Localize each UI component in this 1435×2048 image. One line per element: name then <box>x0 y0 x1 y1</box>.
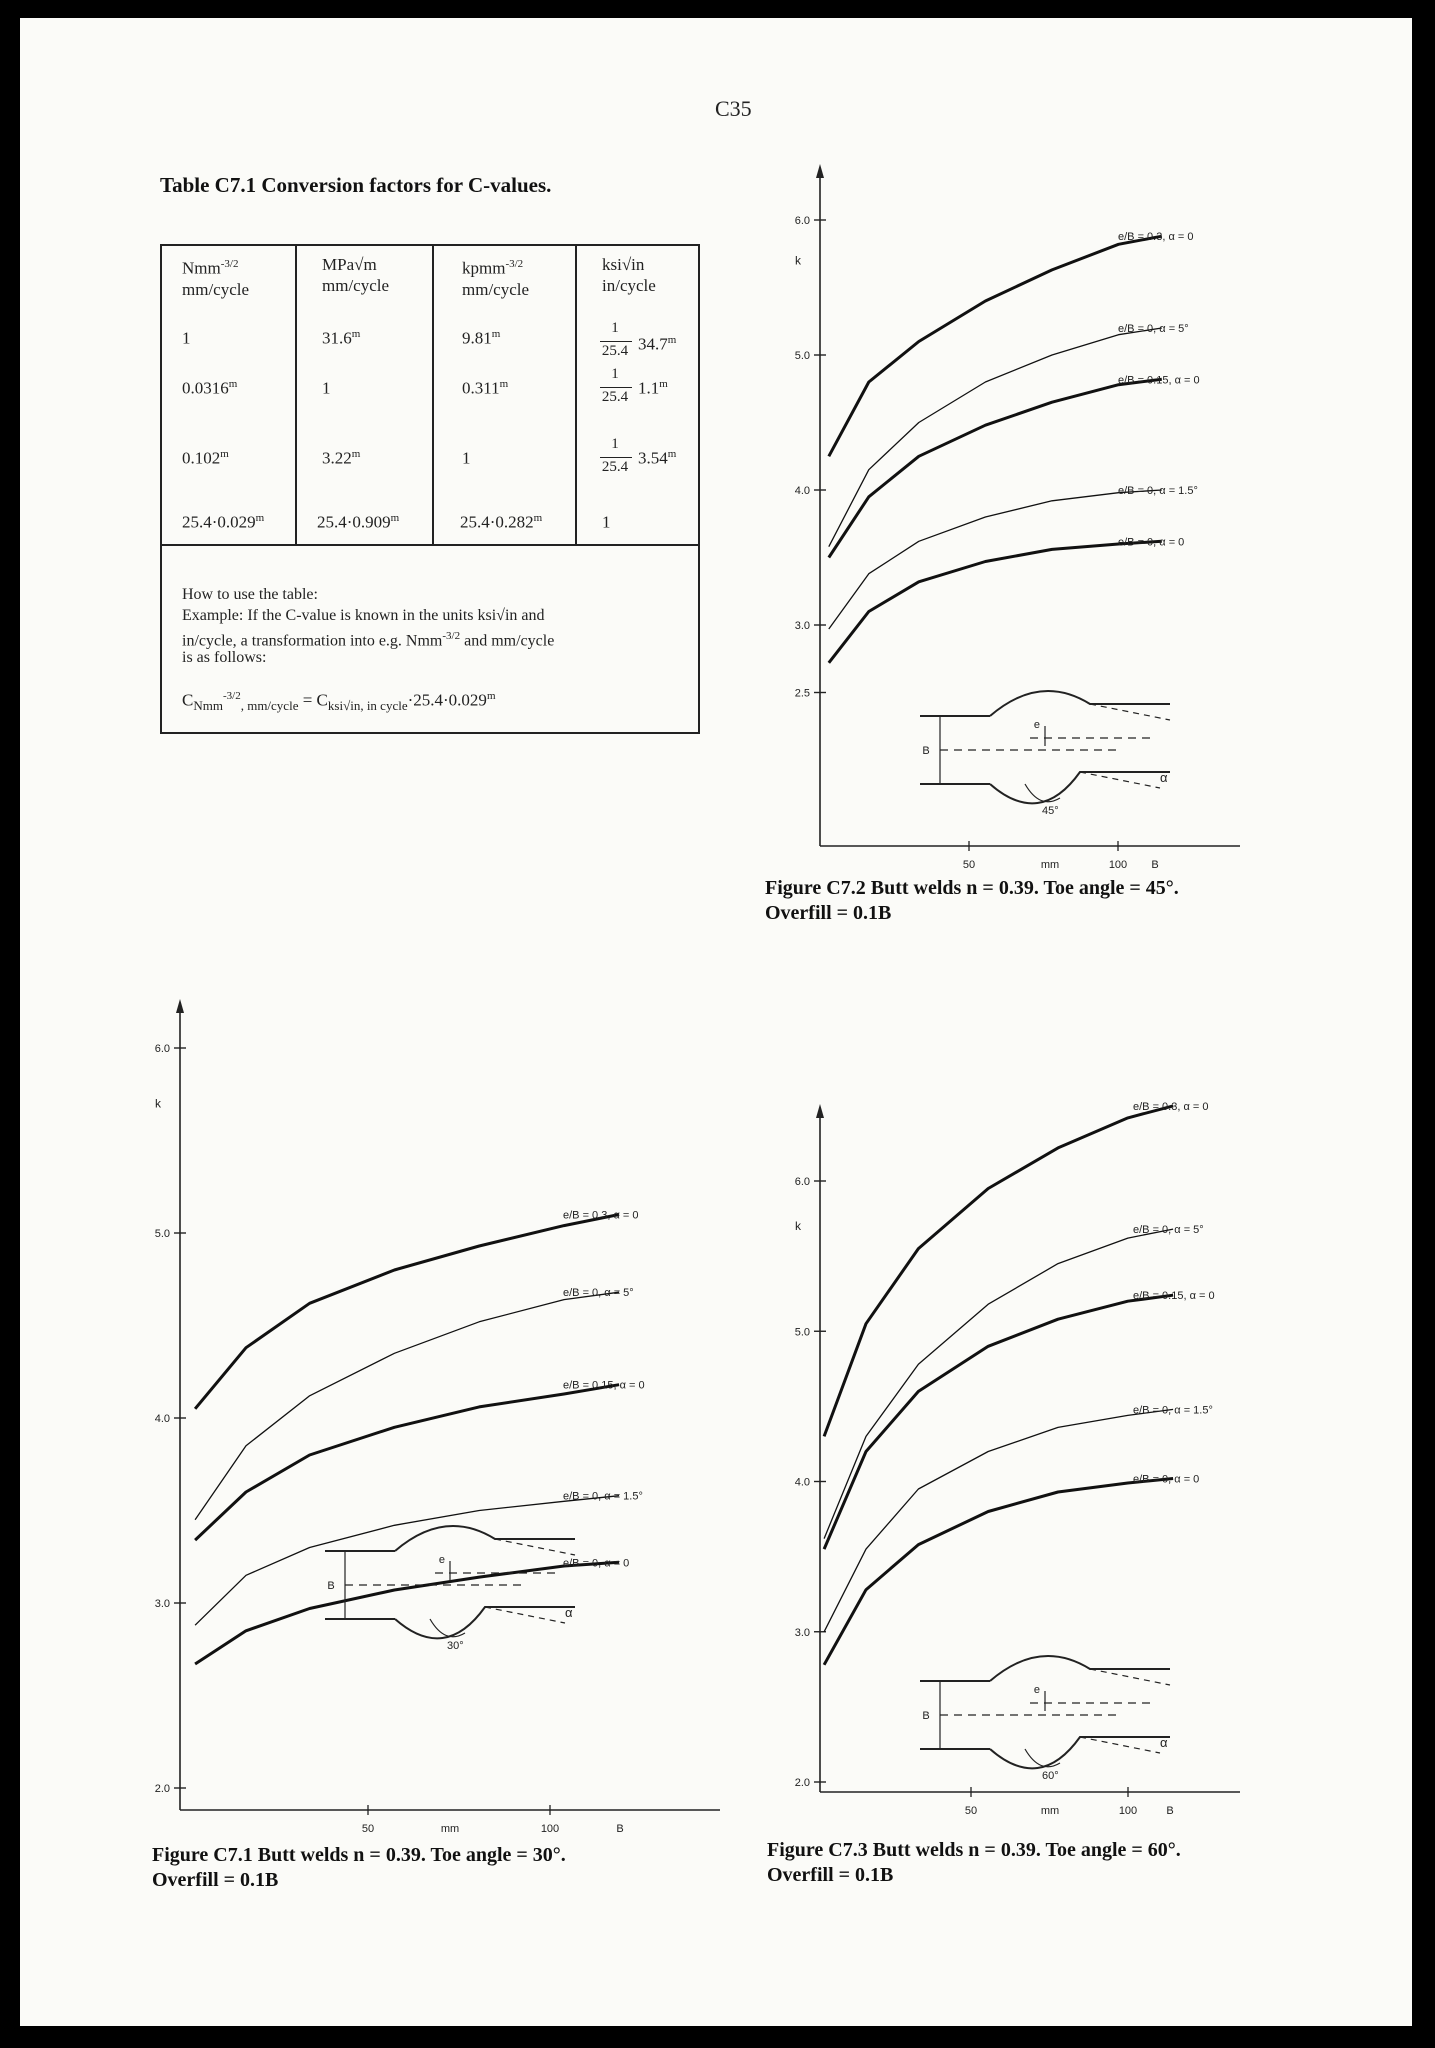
weld-overfill-bottom <box>395 1607 575 1638</box>
x-tick-label: 50 <box>361 1823 375 1835</box>
series-label: e/B = 0, α = 0 <box>1118 536 1185 549</box>
table-cell: 0.102$^m$ <box>182 448 229 468</box>
table-header-2: MPa√m mm/cycle <box>322 255 390 295</box>
table-header-4: ksi√in in/cycle <box>602 255 656 295</box>
alpha-label: α <box>1160 1735 1168 1750</box>
misalignment-line <box>1090 1669 1170 1685</box>
y-axis-arrow <box>816 164 824 178</box>
series-line <box>824 1229 1173 1539</box>
table-cell: 1 <box>602 512 611 532</box>
y-tick-label: 6.0 <box>794 1176 810 1188</box>
toe-angle-label: 45° <box>1042 805 1059 817</box>
weld-overfill-bottom <box>990 772 1170 803</box>
table-cell: 0.311$^m$ <box>462 378 509 398</box>
dimension-B-label: B <box>327 1580 335 1592</box>
fraction-denominator: 25.4 <box>601 459 629 475</box>
table-cell: 0.0316$^m$ <box>182 378 238 398</box>
y-axis-label: k <box>795 1219 801 1234</box>
table-cell: $25.4\cdot 0.282^m$ <box>460 512 543 532</box>
toe-angle-arc <box>430 1619 465 1637</box>
y-axis-arrow <box>816 1104 824 1118</box>
y-tick-label: 3.0 <box>794 1626 810 1639</box>
y-tick-label: 5.0 <box>794 350 810 362</box>
series-line <box>829 379 1162 557</box>
howto-text: Example: If the C-value is known in the units ksi√in and <box>182 607 545 624</box>
series-label: e/B = 0.15, α = 0 <box>563 1379 645 1392</box>
series-line <box>195 1385 619 1540</box>
y-tick-label: 2.0 <box>794 1777 810 1789</box>
y-tick-label: 4.0 <box>154 1413 170 1425</box>
series-label: e/B = 0.3, α = 0 <box>563 1209 639 1222</box>
howto-formula: $C_{Nmm}^{-3/2}_{, mm/cycle} = C_{ksi√in, in cycle}\cdot 25.4\cdot 0.029^m$ <box>182 690 496 714</box>
x-axis-label: B <box>616 1823 624 1835</box>
x-axis-label: B <box>1166 1805 1174 1817</box>
table-header-1: Nmm$^{-3/2}$ mm/cycle <box>182 258 250 299</box>
dimension-B-label: B <box>922 745 930 757</box>
toe-angle-label: 60° <box>1042 1770 1059 1782</box>
dimension-e-label: e <box>1033 1684 1040 1696</box>
weld-overfill-top <box>395 1526 575 1551</box>
weld-overfill-bottom <box>990 1737 1170 1768</box>
document-page <box>20 18 1412 2026</box>
dimension-e-label: e <box>1033 719 1040 731</box>
series-line <box>829 328 1162 547</box>
alpha-label: α <box>565 1605 573 1620</box>
y-tick-label: 3.0 <box>154 1598 170 1610</box>
figure-c7-2-caption: Figure C7.2 Butt welds n = 0.39. Toe angle = 45°. Overfill = 0.1B <box>765 877 1179 924</box>
toe-angle-arc <box>1025 784 1060 802</box>
y-axis-label: k <box>795 253 801 268</box>
series-label: e/B = 0.15, α = 0 <box>1133 1290 1215 1303</box>
series-line <box>824 1106 1173 1437</box>
y-tick-label: 2.0 <box>154 1783 170 1795</box>
misalignment-line <box>1080 772 1160 788</box>
misalignment-line <box>485 1607 565 1623</box>
fraction-numerator: 1 <box>611 320 619 336</box>
chart-figure-2 <box>795 164 1240 871</box>
y-tick-label: 2.5 <box>794 687 810 700</box>
series-label: e/B = 0.3, α = 0 <box>1133 1100 1209 1113</box>
table-cell: 3.54$^m$ <box>638 448 677 468</box>
weld-overfill-top <box>990 1656 1170 1681</box>
table-cell: 1 <box>322 378 331 398</box>
x-axis-unit: mm <box>440 1823 460 1835</box>
series-label: e/B = 0, α = 0 <box>563 1557 630 1570</box>
chart-figure-1 <box>155 999 720 1835</box>
toe-angle-label: 30° <box>447 1640 464 1652</box>
series-label: e/B = 0.3, α = 0 <box>1118 231 1194 244</box>
series-label: e/B = 0, α = 0 <box>1133 1473 1200 1486</box>
x-tick-label: 100 <box>1108 859 1128 871</box>
misalignment-line <box>495 1539 575 1555</box>
misalignment-line <box>1080 1737 1160 1753</box>
y-axis-label: k <box>155 1096 161 1111</box>
y-tick-label: 6.0 <box>154 1043 170 1055</box>
y-tick-label: 5.0 <box>794 1326 810 1339</box>
weld-overfill-top <box>990 691 1170 716</box>
table-cell: 3.22$^m$ <box>322 448 361 468</box>
table-cell: 9.81$^m$ <box>462 328 501 348</box>
table-cell: $25.4\cdot 0.909^m$ <box>317 512 400 532</box>
y-tick-label: 6.0 <box>794 215 810 227</box>
howto-text: in/cycle, a transformation into e.g. Nmm$^{-3/2}$ and mm/cycle <box>182 630 555 650</box>
series-line <box>195 1215 619 1409</box>
misalignment-line <box>1090 704 1170 720</box>
figure-c7-3-caption: Figure C7.3 Butt welds n = 0.39. Toe angle = 60°. Overfill = 0.1B <box>767 1839 1181 1886</box>
table-cell: 1 <box>462 448 471 468</box>
page-number: C35 <box>715 96 752 121</box>
x-tick-label: 50 <box>962 859 976 871</box>
chart-figure-3 <box>795 1101 1240 1817</box>
fraction-denominator: 25.4 <box>601 343 629 359</box>
howto-heading: How to use the table: <box>182 586 318 603</box>
table-cell: 1.1$^m$ <box>638 378 668 398</box>
series-label: e/B = 0, α = 1.5° <box>1133 1404 1213 1417</box>
fraction-numerator: 1 <box>611 436 619 452</box>
series-label: e/B = 0, α = 5° <box>1118 323 1189 335</box>
x-tick-label: 50 <box>964 1805 978 1817</box>
y-tick-label: 4.0 <box>794 1476 810 1489</box>
series-label: e/B = 0.15, α = 0 <box>1118 374 1200 387</box>
x-tick-label: 100 <box>540 1823 560 1835</box>
table-title: Table C7.1 Conversion factors for C-values. <box>160 173 552 197</box>
fraction-denominator: 25.4 <box>601 389 629 405</box>
series-line <box>829 541 1162 663</box>
table-header-3: kpmm$^{-3/2}$ mm/cycle <box>462 258 530 299</box>
y-tick-label: 4.0 <box>794 485 810 497</box>
series-line <box>824 1479 1173 1665</box>
series-line <box>824 1409 1173 1631</box>
toe-angle-arc <box>1025 1749 1060 1767</box>
series-label: e/B = 0, α = 1.5° <box>563 1490 643 1503</box>
table-cell: $25.4\cdot 0.029^m$ <box>182 512 265 532</box>
x-axis-label: B <box>1151 859 1159 871</box>
howto-text: is as follows: <box>182 649 267 666</box>
table-cell: 1 <box>182 328 191 348</box>
dimension-B-label: B <box>922 1710 930 1722</box>
alpha-label: α <box>1160 770 1168 785</box>
series-label: e/B = 0, α = 5° <box>1133 1224 1204 1237</box>
y-tick-label: 5.0 <box>154 1228 170 1240</box>
y-axis-arrow <box>176 999 184 1013</box>
dimension-e-label: e <box>438 1554 445 1566</box>
x-axis-unit: mm <box>1040 859 1060 871</box>
fraction-numerator: 1 <box>611 366 619 382</box>
figure-c7-1-caption: Figure C7.1 Butt welds n = 0.39. Toe angle = 30°. Overfill = 0.1B <box>152 1844 566 1891</box>
table-cell: 31.6$^m$ <box>322 328 361 348</box>
series-label: e/B = 0, α = 5° <box>563 1287 634 1300</box>
series-line <box>195 1496 619 1626</box>
table-cell: 34.7$^m$ <box>638 334 677 354</box>
series-label: e/B = 0, α = 1.5° <box>1118 485 1198 497</box>
x-axis-unit: mm <box>1040 1805 1060 1817</box>
y-tick-label: 3.0 <box>794 620 810 632</box>
series-line <box>195 1562 619 1664</box>
charts-layer <box>20 18 1412 2026</box>
x-tick-label: 100 <box>1118 1805 1138 1817</box>
